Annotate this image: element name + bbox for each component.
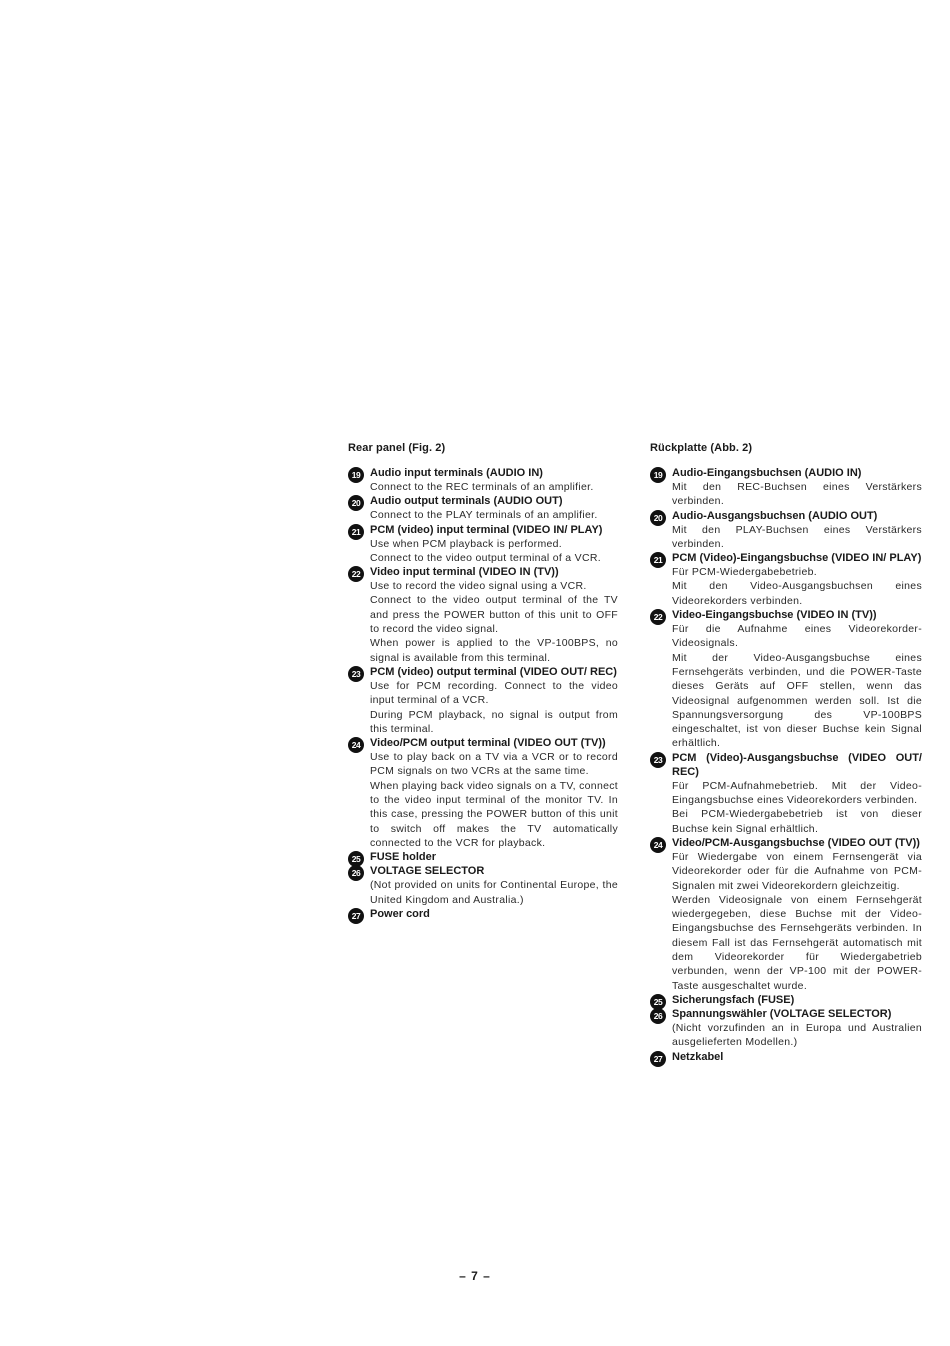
german-entries (650, 466, 922, 1064)
item-body (370, 579, 618, 665)
item-heading: FUSE holder (370, 851, 437, 864)
item-body (370, 537, 618, 566)
english-column (348, 442, 618, 921)
list-item (650, 1007, 922, 1050)
list-item (348, 907, 618, 921)
item-heading: Audio-Ausgangsbuchsen (AUDIO OUT) (672, 509, 878, 522)
item-paragraph: Mit der Video-Ausgangsbuchse eines Fernsehgeräts verbinden, und die POWER-Taste dieses Geräts auf OFF stellen, wenn das Videosignal aufgenommen werden soll. Ist die Spannungsversorgung des VP-100BPS eingeschaltet, ist von dieser Buchse kein Signal erhältlich. (672, 651, 922, 750)
item-heading: Spannungswähler (VOLTAGE SELECTOR) (672, 1007, 892, 1020)
list-item (348, 665, 618, 736)
item-body (672, 1021, 922, 1050)
list-item (650, 466, 922, 509)
item-body (672, 850, 922, 993)
item-paragraph: When power is applied to the VP-100BPS, no signal is available from this terminal. (370, 637, 618, 664)
item-paragraph: Connect to the video output terminal of the TV and press the POWER button of this unit to OFF to record the video signal. (370, 594, 618, 636)
item-heading: Audio input terminals (AUDIO IN) (370, 467, 543, 479)
item-body (370, 750, 618, 850)
german-column (650, 442, 922, 1064)
item-paragraph: Für die Aufnahme eines Videorekorder-Videosignals. (672, 623, 922, 650)
english-entries (348, 466, 618, 921)
item-number-badge: 24 (348, 737, 364, 753)
item-paragraph: Connect to the PLAY terminals of an amplifier. (370, 509, 598, 522)
item-number-badge: 24 (650, 837, 666, 853)
list-item (650, 608, 922, 751)
item-heading: Audio output terminals (AUDIO OUT) (370, 495, 563, 508)
item-number-badge: 26 (348, 865, 364, 881)
list-item (348, 466, 618, 494)
item-number-badge: 19 (348, 467, 364, 483)
list-item (348, 850, 618, 864)
item-heading: PCM (Video)-Eingangsbuchse (VIDEO IN/ PLAY) (672, 552, 922, 565)
item-paragraph: Für Wiedergabe von einem Fernsengerät via Videorekorder oder für die Aufnahme von PCM-Signalen mit zwei Videorekordern gleichzeitig. (672, 850, 922, 892)
item-paragraph: (Nicht vorzufinden an in Europa und Australien ausgelieferten Modellen.) (672, 1021, 922, 1049)
item-number-badge: 20 (650, 510, 666, 526)
item-paragraph: Use for PCM recording. Connect to the video input terminal of a VCR. (370, 679, 618, 707)
item-body (672, 779, 922, 836)
item-number-badge: 19 (650, 467, 666, 483)
item-number-badge: 21 (650, 552, 666, 568)
item-heading: Video/PCM-Ausgangsbuchse (VIDEO OUT (TV)) (672, 836, 920, 849)
item-number-badge: 27 (348, 908, 364, 924)
item-number-badge: 23 (650, 752, 666, 768)
list-item (650, 993, 922, 1007)
item-heading: Netzkabel (672, 1050, 724, 1063)
item-body (370, 508, 618, 522)
item-paragraph: Use to play back on a TV via a VCR or to record PCM signals on two VCRs at the same time. (370, 751, 618, 778)
item-body (370, 679, 618, 736)
item-heading: Video/PCM output terminal (VIDEO OUT (TV)) (370, 737, 606, 750)
list-item (348, 864, 618, 907)
item-number-badge: 21 (348, 524, 364, 540)
item-heading: Power cord (370, 907, 430, 920)
item-number-badge: 23 (348, 666, 364, 682)
item-number-badge: 22 (348, 566, 364, 582)
item-body (672, 523, 922, 552)
item-body (370, 878, 618, 907)
list-item (348, 523, 618, 566)
item-paragraph: Connect to the video output terminal of a VCR. (370, 551, 601, 564)
item-heading: Video input terminal (VIDEO IN (TV)) (370, 566, 559, 579)
list-item (650, 1050, 922, 1064)
item-heading: Video-Eingangsbuchse (VIDEO IN (TV)) (672, 609, 877, 622)
list-item (650, 751, 922, 836)
list-item (650, 836, 922, 993)
item-body (370, 480, 618, 494)
list-item (348, 565, 618, 665)
list-item (650, 509, 922, 552)
item-number-badge: 22 (650, 609, 666, 625)
item-heading: Audio-Eingangsbuchsen (AUDIO IN) (672, 467, 862, 479)
item-paragraph: Mit den PLAY-Buchsen eines Verstärkers verbinden. (672, 523, 922, 550)
item-paragraph: When playing back video signals on a TV, connect to the video input terminal of the monitor TV. In this case, pressing the POWER button of this unit to switch off makes the TV automatically connected to the VCR for playback. (370, 779, 618, 849)
item-paragraph: Werden Videosignale von einem Fernsehgerät wiedergegeben, diese Buchse mit der Video-Eingangsbuchse des Fernsehgeräts verbinden. In diesem Fall ist das Fernsehgerät automatisch mit dem Videorekorder für Wiedergabetrieb verbunden, wenn der VP-100 mit der POWER-Taste ausgeschaltet wurde. (672, 893, 922, 992)
item-paragraph: Für PCM-Wiedergabebetrieb. (672, 566, 817, 579)
item-paragraph: Connect to the REC terminals of an amplifier. (370, 481, 594, 493)
item-heading: PCM (video) input terminal (VIDEO IN/ PLAY) (370, 523, 603, 536)
item-number-badge: 26 (650, 1008, 666, 1024)
item-paragraph: Mit den REC-Buchsen eines Verstärkers verbinden. (672, 481, 922, 508)
item-paragraph: Use to record the video signal using a VCR. (370, 580, 587, 593)
item-number-badge: 20 (348, 495, 364, 511)
page-number: – 7 – (459, 1269, 491, 1283)
list-item (650, 551, 922, 608)
list-item (348, 736, 618, 850)
item-body (672, 565, 922, 608)
item-heading: PCM (Video)-Ausgangsbuchse (VIDEO OUT/ REC) (672, 751, 922, 778)
item-body (672, 622, 922, 751)
item-paragraph: Bei PCM-Wiedergabebetrieb ist von dieser Buchse kein Signal erhältlich. (672, 808, 922, 835)
item-paragraph: (Not provided on units for Continental Europe, the United Kingdom and Australia.) (370, 879, 618, 906)
list-item (348, 494, 618, 522)
item-heading: Sicherungsfach (FUSE) (672, 993, 795, 1006)
item-number-badge: 25 (650, 994, 666, 1010)
german-section-title: Rückplatte (Abb. 2) (650, 442, 753, 454)
item-number-badge: 25 (348, 851, 364, 867)
item-heading: PCM (video) output terminal (VIDEO OUT/ REC) (370, 665, 617, 678)
item-paragraph: Use when PCM playback is performed. (370, 537, 562, 550)
item-heading: VOLTAGE SELECTOR (370, 865, 485, 878)
item-paragraph: During PCM playback, no signal is output from this terminal. (370, 708, 618, 735)
item-paragraph: Mit den Video-Ausgangsbuchsen eines Videorekorders verbinden. (672, 580, 922, 607)
english-section-title: Rear panel (Fig. 2) (348, 442, 446, 454)
item-number-badge: 27 (650, 1051, 666, 1067)
item-body (672, 480, 922, 509)
item-paragraph: Für PCM-Aufnahmebetrieb. Mit der Video-Eingangsbuchse eines Videorekorders verbinden. (672, 779, 922, 807)
